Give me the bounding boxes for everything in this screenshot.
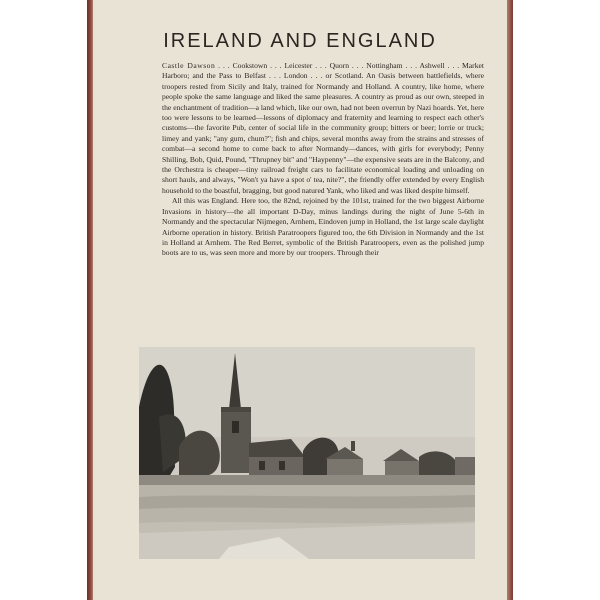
- cottage-wall-1: [327, 459, 363, 477]
- paragraph-1: [162, 61, 484, 196]
- church-photo: [139, 347, 475, 559]
- paragraph-2: All this was England. Here too, the 82nd, rejoined by the 101st, trained for the two biggest Airborne Invasions in history—the all important D-Day, minus landings during the night of June 5-6th in Normandy and the spectacular Nijmegen, Arnhem, Eindoven jump in Holland, the 1st large scale daylight Airborne operation in history. British Paratroopers figured too, the 6th Division in Normandy and the 1st in Holland at Arnhem. The Red Berret, symbolic of the British Paratroopers, even as the polished jump boots are to us, was seen more and more by our troopers. Through their: [162, 196, 484, 258]
- body-text: [162, 61, 484, 259]
- far-building: [455, 457, 475, 477]
- page-title: IRELAND AND ENGLAND: [163, 30, 437, 52]
- cottage-wall-2: [385, 461, 419, 477]
- church-nave: [249, 457, 307, 477]
- paragraph-1-lead: Castle Dawson: [162, 61, 216, 70]
- book-binding-right: [507, 0, 513, 600]
- nave-window-2: [279, 461, 285, 470]
- hedge-line: [139, 475, 475, 485]
- paragraph-1-text: . . . Cookstown . . . Leicester . . . Quorn . . . Nottingham . . . Ashwell . . . Market Harboro; and the Pass to Belfast . . . London . . . or Scotland. An Oasis between battlefields, where troopers rested from Sicily and Italy, trained for Normandy and Holland. A country, like home, where people spoke the same language and liked the same pleasures. A country as proud as our own, steeped in the enchantment of tradition—a land which, like our own, had not been overrun by Nazi hoards. Yet, here too were lessons to be learned—lessons of diplomacy and fraternity and learning to respect each other's customs—the favorite Pub, center of social life in the community group; bitters or beer; lorrie or truck; limey and yank; "any gum, chum?"; fish and chips, several months away from the strains and stresses of combat—a second home to come back to after Normandy—dances, with girls for everybody; Penny Shilling, Bob, Quid, Pound, "Thrupney bit" and "Haypenny"—the expensive seats are in the Balcony, and the Orchestra is cheaper—tiny railroad freight cars to facilitate economical loading and unloading on short hauls, and always, "Won't ya have a spot o' tea, nite?", the friendly offer extended by every English household to the boastful, bragging, but good natured Yank, who liked and was liked despite himself.: [162, 61, 484, 195]
- nave-window-1: [259, 461, 265, 470]
- tower-window: [232, 421, 239, 433]
- chimney-1: [351, 441, 355, 451]
- field-texture-1: [139, 495, 475, 509]
- church-tower: [221, 407, 251, 473]
- tower-parapet: [221, 407, 251, 412]
- church-photo-image: [139, 347, 475, 559]
